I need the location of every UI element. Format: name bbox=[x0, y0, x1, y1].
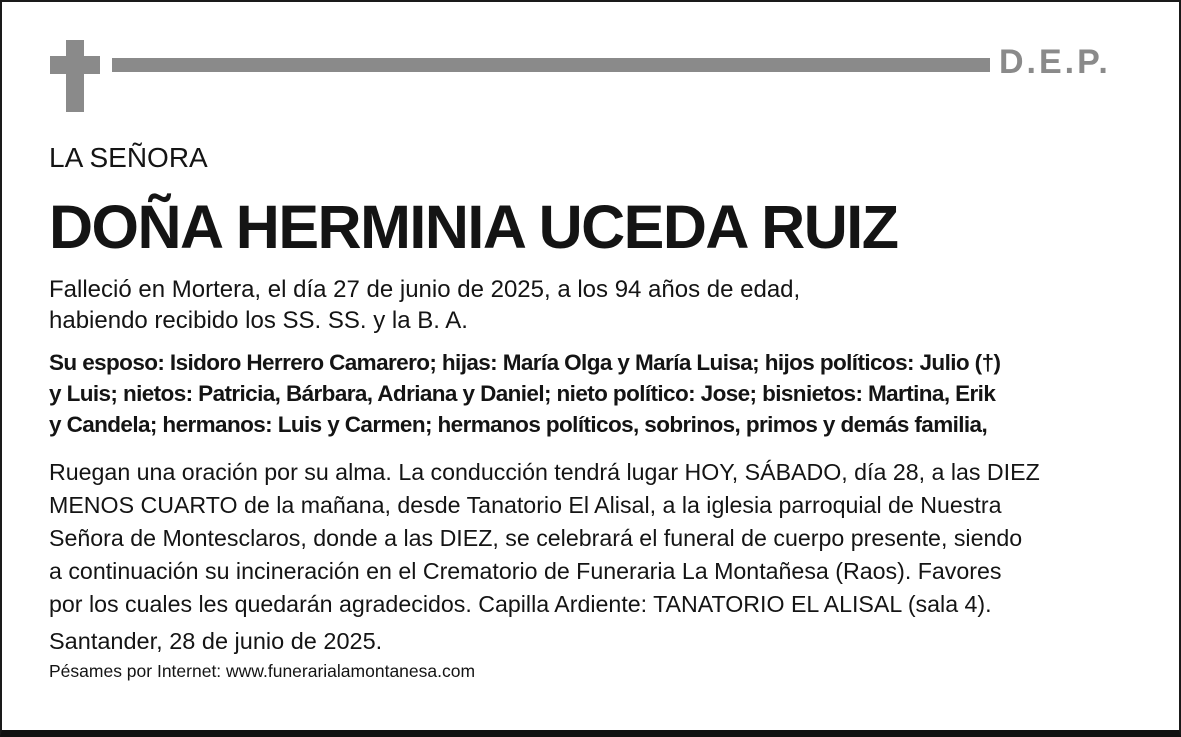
header-rule bbox=[112, 58, 990, 72]
cross-icon bbox=[50, 40, 100, 112]
funeral-paragraph bbox=[49, 456, 1149, 621]
death-line: Falleció en Mortera, el día 27 de junio de 2025, a los 94 años de edad, bbox=[49, 276, 801, 303]
place-date: Santander, 28 de junio de 2025. bbox=[49, 628, 383, 654]
family-line: y Candela; hermanos: Luis y Carmen; hermanos políticos, sobrinos, primos y demás familia, bbox=[49, 412, 988, 437]
family-line: y Luis; nietos: Patricia, Bárbara, Adriana y Daniel; nieto político: Jose; bisnietos: Martina, Erik bbox=[49, 381, 996, 406]
condolences-link[interactable]: Pésames por Internet: www.funerarialamontanesa.com bbox=[49, 661, 476, 681]
deceased-name: DOÑA HERMINIA UCEDA RUIZ bbox=[49, 193, 898, 261]
funeral-line: a continuación su incineración en el Crematorio de Funeraria La Montañesa (Raos). Favores bbox=[49, 558, 1002, 584]
death-paragraph bbox=[49, 274, 1149, 336]
dep-mark: D.E.P. bbox=[999, 43, 1111, 81]
funeral-line: Señora de Montesclaros, donde a las DIEZ, se celebrará el funeral de cuerpo presente, siendo bbox=[49, 525, 1023, 551]
family-line: Su esposo: Isidoro Herrero Camarero; hijas: María Olga y María Luisa; hijos políticos: Julio (†) bbox=[49, 350, 1001, 375]
family-paragraph bbox=[49, 347, 1149, 440]
funeral-line: Ruegan una oración por su alma. La conducción tendrá lugar HOY, SÁBADO, día 28, a las DIEZ bbox=[49, 459, 1040, 485]
funeral-line: MENOS CUARTO de la mañana, desde Tanatorio El Alisal, a la iglesia parroquial de Nuestra bbox=[49, 492, 1002, 518]
subtitle: LA SEÑORA bbox=[49, 142, 208, 173]
death-line: habiendo recibido los SS. SS. y la B. A. bbox=[49, 307, 468, 334]
funeral-line: por los cuales les quedarán agradecidos. Capilla Ardiente: TANATORIO EL ALISAL (sala 4). bbox=[49, 591, 992, 617]
